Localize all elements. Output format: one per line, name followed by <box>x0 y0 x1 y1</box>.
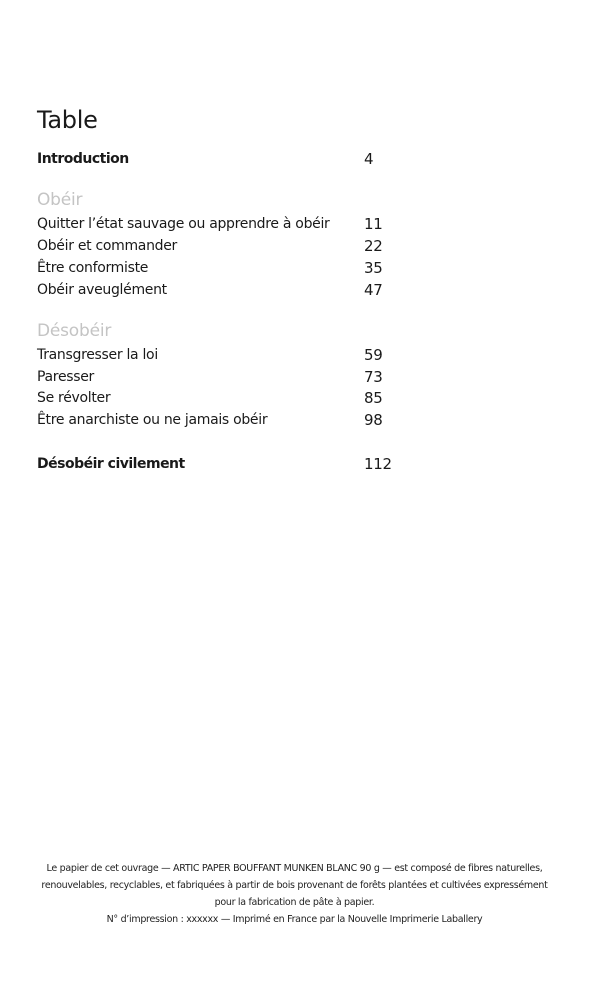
toc-entry-title: Transgresser la loi <box>37 347 158 363</box>
colophon-line: renouvelables, recyclables, et fabriquées à partir de bois provenant de forêts plantées et cultivées expressément <box>41 880 548 891</box>
colophon-line: Le papier de cet ouvrage — ARTIC PAPER BOUFFANT MUNKEN BLANC 90 g — est composé de fibres naturelles, <box>46 863 543 874</box>
toc-entry-title: Quitter l’état sauvage ou apprendre à obéir <box>37 216 330 232</box>
toc-entry[interactable] <box>37 345 397 365</box>
toc-entry-page: 22 <box>364 237 383 255</box>
toc-entry-title: Se révolter <box>37 390 111 406</box>
toc-entry-title: Désobéir civilement <box>37 456 185 472</box>
toc-entry-page: 47 <box>364 281 383 299</box>
toc-entry-page: 4 <box>364 150 374 168</box>
toc-entry[interactable] <box>37 258 397 278</box>
toc-entry[interactable] <box>37 236 397 256</box>
toc-entry-title: Introduction <box>37 151 129 167</box>
toc-entry[interactable] <box>37 388 397 408</box>
toc-entry-title: Être anarchiste ou ne jamais obéir <box>37 412 268 428</box>
toc-entry-page: 112 <box>364 455 392 473</box>
toc-entry[interactable] <box>37 367 397 387</box>
imprint-line: N° d’impression : xxxxxx — Imprimé en France par la Nouvelle Imprimerie Laballery <box>106 914 483 925</box>
toc-entry[interactable] <box>37 280 397 300</box>
colophon <box>0 860 589 928</box>
toc-entry-title: Obéir et commander <box>37 238 178 254</box>
toc-entry[interactable] <box>37 214 397 234</box>
toc-entry-page: 73 <box>364 368 383 386</box>
section-heading-obeir: Obéir <box>37 190 83 210</box>
toc-entry[interactable] <box>37 410 397 430</box>
colophon-line: pour la fabrication de pâte à papier. <box>214 897 375 908</box>
toc-entry-title: Obéir aveuglément <box>37 282 167 298</box>
section-heading-desobeir: Désobéir <box>37 321 112 341</box>
toc-entry-page: 35 <box>364 259 383 277</box>
toc-entry-page: 98 <box>364 411 383 429</box>
toc-entry-page: 59 <box>364 346 383 364</box>
toc-entry-conclusion[interactable] <box>37 454 397 474</box>
toc-entry-introduction[interactable] <box>37 149 397 169</box>
toc-entry-page: 85 <box>364 389 383 407</box>
page-title: Table <box>37 106 98 134</box>
toc-entry-page: 11 <box>364 215 383 233</box>
toc-entry-title: Paresser <box>37 369 95 385</box>
toc-entry-title: Être conformiste <box>37 260 149 276</box>
